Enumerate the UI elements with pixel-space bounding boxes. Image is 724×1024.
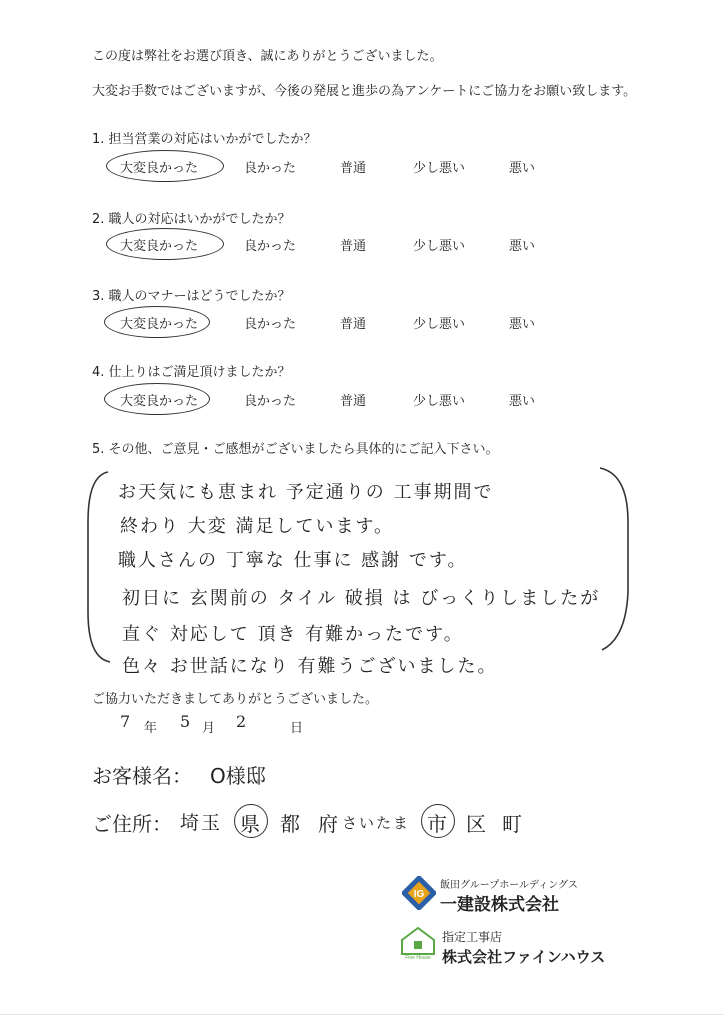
address-shi: 市 xyxy=(427,812,447,836)
option-slightly-bad: 少し悪い xyxy=(413,161,466,176)
address-ken: 県 xyxy=(240,812,260,836)
ig-logo-text: IG xyxy=(413,889,425,900)
option-normal: 普通 xyxy=(340,394,367,409)
option-good: 良かった xyxy=(244,161,297,176)
address-prefecture: 埼玉 xyxy=(180,812,223,834)
thanks-text: ご協力いただきましてありがとうございました。 xyxy=(92,692,379,707)
comment-line-2: 終わり 大変 満足しています。 xyxy=(120,516,395,537)
option-normal: 普通 xyxy=(340,239,367,254)
group-name: 飯田グループホールディングス xyxy=(440,880,578,891)
date-year-value: 7 xyxy=(120,712,133,731)
comment-line-6: 色々 お世話になり 有難うございました。 xyxy=(122,656,498,677)
address-city: さいたま xyxy=(342,814,411,832)
question-4-label: 4. 仕上りはご満足頂けましたか？ xyxy=(92,365,291,380)
company-name: 一建設株式会社 xyxy=(440,895,559,915)
option-slightly-bad: 少し悪い xyxy=(413,317,466,332)
date-day-value: 2 xyxy=(236,712,249,731)
address-to: 都 xyxy=(280,812,300,836)
dealer-name: 株式会社ファインハウス xyxy=(442,948,606,966)
question-3-label: 3. 職人のマナーはどうでしたか？ xyxy=(92,289,291,304)
house-logo-icon xyxy=(398,924,438,960)
comment-line-1: お天気にも恵まれ 予定通りの 工事期間で xyxy=(118,482,494,503)
house-logo-text: Fine House xyxy=(405,955,431,960)
date-month-value: 5 xyxy=(180,712,193,731)
option-very-good: 大変良かった xyxy=(120,239,199,254)
option-slightly-bad: 少し悪い xyxy=(413,239,466,254)
option-good: 良かった xyxy=(244,317,297,332)
address-machi: 町 xyxy=(502,812,522,836)
option-very-good: 大変良かった xyxy=(120,317,199,332)
option-slightly-bad: 少し悪い xyxy=(413,394,466,409)
option-very-good: 大変良かった xyxy=(120,161,199,176)
comment-line-3: 職人さんの 丁寧な 仕事に 感謝 です。 xyxy=(118,550,468,571)
option-bad: 悪い xyxy=(509,239,536,254)
intro-line-1: この度は弊社をお選び頂き、誠にありがとうございました。 xyxy=(92,49,443,64)
option-normal: 普通 xyxy=(340,317,367,332)
option-bad: 悪い xyxy=(509,161,536,176)
intro-line-2: 大変お手数ではございますが、今後の発展と進歩の為アンケートにご協力をお願い致します。 xyxy=(92,84,637,99)
designated-label: 指定工事店 xyxy=(442,930,503,944)
option-normal: 普通 xyxy=(340,161,367,176)
scan-edge-line xyxy=(0,1014,724,1015)
ig-logo-icon xyxy=(402,876,436,910)
question-1-label: 1. 担当営業の対応はいかがでしたか？ xyxy=(92,132,317,147)
option-bad: 悪い xyxy=(509,394,536,409)
option-good: 良かった xyxy=(244,394,297,409)
date-year-label: 年 xyxy=(144,721,158,736)
question-5-label: 5. その他、ご意見・ご感想がございましたら具体的にご記入下さい。 xyxy=(92,442,499,457)
comment-line-5: 直ぐ 対応して 頂き 有難かったです。 xyxy=(122,624,464,645)
option-good: 良かった xyxy=(244,239,297,254)
question-2-label: 2. 職人の対応はいかがでしたか？ xyxy=(92,212,291,227)
option-very-good: 大変良かった xyxy=(120,394,199,409)
comment-line-4: 初日に 玄関前の タイル 破損 は びっくりしましたが xyxy=(122,588,601,609)
address-label: ご住所： xyxy=(92,812,172,836)
address-fu: 府 xyxy=(318,812,338,836)
date-day-label: 日 xyxy=(290,721,304,736)
address-ku: 区 xyxy=(466,812,486,836)
date-month-label: 月 xyxy=(202,721,216,736)
customer-label: お客様名： xyxy=(92,764,192,788)
customer-name: O様邸 xyxy=(210,764,266,788)
option-bad: 悪い xyxy=(509,317,536,332)
